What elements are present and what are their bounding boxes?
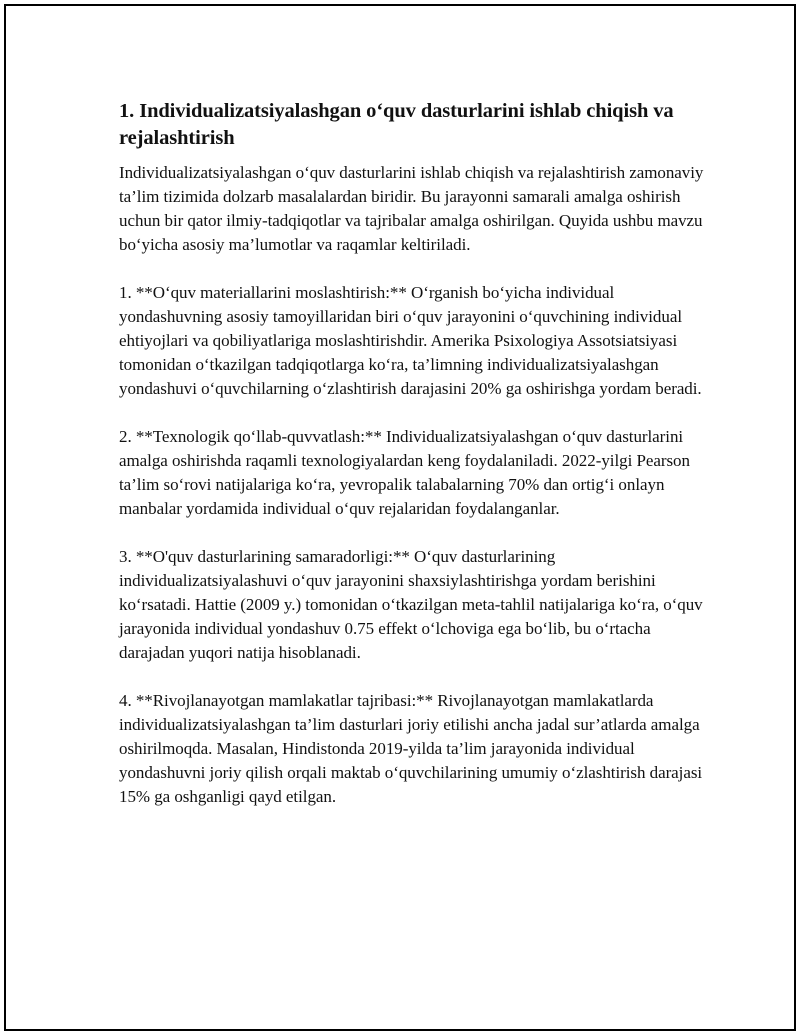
point-4-paragraph: 4. **Rivojlanayotgan mamlakatlar tajribasi:** Rivojlanayotgan mamlakatlarda individualizatsiyalashgan ta’lim dasturlari joriy etilishi ancha jadal sur’atlarda amalga oshirilmoqda. Masalan, Hindistonda 2019-yilda ta’lim jarayonida individual yondashuvni joriy qilish orqali maktab o‘quvchilarining umumiy o‘zlashtirish darajasi 15% ga oshganligi qayd etilgan.	[119, 691, 703, 806]
page-frame	[4, 4, 796, 1031]
point-1-paragraph: 1. **O‘quv materiallarini moslashtirish:** O‘rganish bo‘yicha individual yondashuvning asosiy tamoyillaridan biri o‘quv jarayonini o‘quvchining individual ehtiyojlari va qobiliyatlariga moslashtirishdir. Amerika Psixologiya Assotsiatsiyasi tomonidan o‘tkazilgan tadqiqotlarga ko‘ra, ta’limning individualizatsiyalashgan yondashuvi o‘quvchilarning o‘zlashtirish darajasini 20% ga oshirishga yordam beradi.	[119, 283, 702, 398]
intro-paragraph: Individualizatsiyalashgan o‘quv dasturlarini ishlab chiqish va rejalashtirish zamonaviy ta’lim tizimida dolzarb masalalardan biridir. Bu jarayonni samarali amalga oshirish uchun bir qator ilmiy-tadqiqotlar va tajribalar amalga oshirilgan. Quyida ushbu mavzu bo‘yicha asosiy ma’lumotlar va raqamlar keltiriladi.	[119, 163, 704, 254]
document-body	[119, 98, 704, 833]
point-3-paragraph: 3. **O'quv dasturlarining samaradorligi:** O‘quv dasturlarining individualizatsiyalashuvi o‘quv jarayonini shaxsiylashtirishga yordam berishini ko‘rsatadi. Hattie (2009 y.) tomonidan o‘tkazilgan meta-tahlil natijalariga ko‘ra, o‘quv jarayonida individual yondashuv 0.75 effekt o‘lchoviga ega bo‘lib, bu o‘rtacha darajadan yuqori natija hisoblanadi.	[119, 547, 703, 662]
point-2-paragraph: 2. **Texnologik qo‘llab-quvvatlash:** Individualizatsiyalashgan o‘quv dasturlarini amalga oshirishda raqamli texnologiyalardan keng foydalaniladi. 2022-yilgi Pearson ta’lim so‘rovi natijalariga ko‘ra, yevropalik talabalarning 70% dan ortig‘i onlayn manbalar yordamida individual o‘quv rejalaridan foydalanganlar.	[119, 427, 690, 518]
section-heading: 1. Individualizatsiyalashgan o‘quv dasturlarini ishlab chiqish va rejalashtirish	[119, 100, 674, 149]
